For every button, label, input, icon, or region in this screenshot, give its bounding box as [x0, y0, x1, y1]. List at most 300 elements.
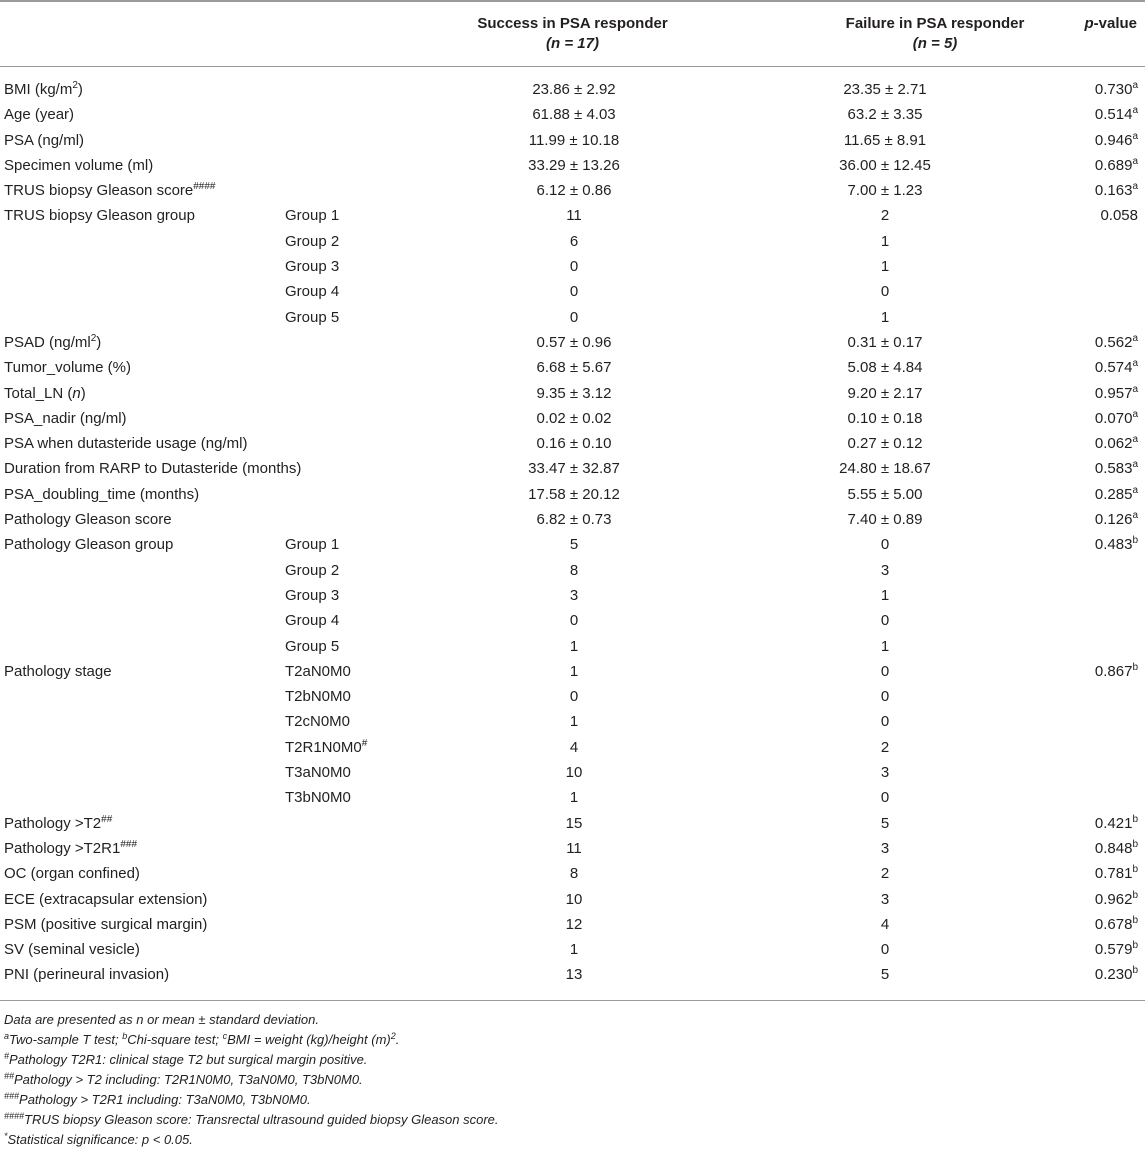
success-cell: 5	[569, 536, 579, 554]
pvalue-cell	[1095, 861, 1138, 886]
header-success-n: (n = 17)	[546, 35, 599, 52]
success-cell: 23.86 ± 2.92	[532, 81, 616, 98]
pvalue-text: 0.483	[1094, 536, 1133, 554]
row-label-text: Duration from RARP to Dutasteride (months)	[4, 460, 302, 478]
pvalue-test-mark: a	[1132, 383, 1138, 395]
footnote-6-mark: ####	[4, 1111, 25, 1121]
pvalue-test-mark: b	[1132, 914, 1138, 926]
row-label-superscript: ###	[120, 838, 138, 850]
footnote-a-text: Two-sample T test;	[9, 1032, 123, 1047]
table-row	[0, 153, 1145, 178]
footnote-6	[4, 1110, 499, 1130]
pvalue-text: 0.678	[1094, 915, 1133, 933]
row-label-text: PSA_doubling_time (months)	[4, 485, 200, 503]
header-pvalue	[1045, 14, 1137, 34]
table-row	[0, 77, 1145, 102]
table-row	[0, 937, 1145, 962]
row-label	[4, 532, 173, 557]
failure-cell: 11.65 ± 8.91	[843, 131, 927, 149]
pvalue-test-mark: a	[1132, 484, 1138, 496]
footnote-c-mark: c	[222, 1031, 228, 1041]
pvalue-test-mark: a	[1132, 408, 1138, 420]
table-row	[0, 128, 1145, 153]
pvalue-text: 0.867	[1094, 662, 1133, 680]
success-cell: 0	[569, 308, 579, 326]
footnote-b-mark: b	[122, 1031, 128, 1041]
pvalue-text: 0.848	[1094, 839, 1133, 857]
pvalue-test-mark: a	[1132, 434, 1138, 446]
success-cell: 0	[569, 283, 579, 301]
row-label	[4, 431, 247, 456]
row-label	[4, 861, 140, 886]
failure-cell: 1	[880, 232, 890, 250]
failure-cell: 3	[880, 764, 890, 782]
pvalue-cell	[1095, 811, 1138, 836]
row-label	[4, 912, 207, 937]
row-label-italic: n	[72, 384, 81, 402]
row-label-text: PNI (perineural invasion)	[4, 966, 170, 984]
pvalue-cell	[1095, 912, 1138, 937]
success-cell: 0.16 ± 0.10	[536, 435, 612, 453]
row-subgroup	[285, 785, 351, 810]
pvalue-test-mark: b	[1132, 838, 1138, 850]
failure-cell: 2	[880, 207, 890, 225]
table-row	[0, 785, 1145, 810]
row-label-text: Specimen volume (ml)	[4, 156, 154, 174]
header-failure-title: Failure in PSA responder	[845, 15, 1025, 32]
failure-cell: 3	[880, 890, 890, 908]
row-label-text: Pathology Gleason score	[4, 511, 172, 529]
success-cell: 1	[569, 941, 579, 959]
row-label-text: Pathology >T2	[4, 814, 102, 832]
table-row	[0, 381, 1145, 406]
footnote-4	[4, 1070, 499, 1090]
row-subgroup-text: T2R1N0M0	[285, 738, 362, 756]
table-row	[0, 355, 1145, 380]
row-label-text: Age (year)	[4, 106, 75, 124]
row-subgroup	[285, 558, 339, 583]
pvalue-test-mark: b	[1132, 864, 1138, 876]
success-cell: 3	[569, 586, 579, 604]
row-label	[4, 77, 83, 102]
table-row	[0, 406, 1145, 431]
success-cell: 0	[569, 688, 579, 706]
failure-cell: 2	[880, 738, 890, 756]
success-cell: 12	[565, 915, 583, 933]
failure-cell: 5.55 ± 5.00	[847, 485, 923, 503]
row-subgroup	[285, 709, 350, 734]
pvalue-text: 0.946	[1094, 131, 1133, 149]
row-label-text: BMI (kg/m	[4, 81, 73, 98]
pvalue-text: 0.962	[1094, 890, 1133, 908]
success-cell: 11	[566, 207, 582, 225]
table-row	[0, 330, 1145, 355]
table-row	[0, 558, 1145, 583]
row-subgroup	[285, 254, 339, 279]
table-row	[0, 532, 1145, 557]
success-cell: 8	[569, 561, 579, 579]
row-label-text: Pathology Gleason group	[4, 536, 174, 554]
row-label-tail: )	[96, 333, 102, 351]
footnote-5-mark: ###	[4, 1091, 20, 1101]
row-subgroup-text: Group 2	[285, 561, 340, 579]
table-row	[0, 305, 1145, 330]
success-cell: 11	[566, 839, 582, 857]
pvalue-cell	[1095, 355, 1138, 380]
row-label-text: Pathology >T2R1	[4, 839, 121, 857]
row-subgroup-text: T2bN0M0	[285, 688, 351, 706]
failure-cell: 3	[880, 561, 890, 579]
pvalue-text: 0.230	[1094, 966, 1133, 984]
success-cell: 6.82 ± 0.73	[536, 511, 612, 529]
failure-cell: 0	[880, 688, 890, 706]
row-label-text: PSM (positive surgical margin)	[4, 915, 208, 933]
success-cell: 1	[569, 713, 579, 731]
footnote-3	[4, 1050, 499, 1070]
row-subgroup	[285, 608, 339, 633]
row-subgroup-text: Group 2	[285, 232, 340, 250]
footnote-4-mark: ##	[4, 1071, 15, 1081]
row-label-text: Total_LN (	[4, 384, 73, 402]
row-label-text: TRUS biopsy Gleason score	[4, 182, 194, 200]
row-subgroup	[285, 659, 351, 684]
pvalue-cell	[1095, 962, 1138, 987]
row-subgroup-superscript: #	[361, 737, 368, 749]
failure-cell: 5.08 ± 4.84	[847, 359, 923, 377]
table-row	[0, 456, 1145, 481]
pvalue-text: 0.163	[1094, 182, 1133, 200]
row-label-superscript: ####	[193, 181, 216, 193]
row-subgroup-text: Group 3	[285, 258, 340, 276]
row-label	[4, 178, 216, 203]
failure-cell: 9.20 ± 2.17	[847, 384, 923, 402]
row-label	[4, 381, 86, 406]
table-row	[0, 431, 1145, 456]
table-row	[0, 811, 1145, 836]
pvalue-cell	[1095, 482, 1138, 507]
table-row	[0, 709, 1145, 734]
row-label-text: TRUS biopsy Gleason group	[4, 207, 195, 225]
row-subgroup-text: Group 1	[285, 536, 340, 554]
failure-cell: 2	[880, 865, 890, 883]
pvalue-test-mark: b	[1132, 661, 1138, 673]
row-subgroup-text: T2cN0M0	[285, 713, 351, 731]
header-success-title: Success in PSA responder	[477, 15, 668, 32]
row-label	[4, 153, 153, 178]
pvalue-text: 0.126	[1094, 511, 1133, 529]
row-subgroup	[285, 634, 339, 659]
pvalue-text: 0.579	[1094, 941, 1133, 959]
footnote-a-mark: a	[4, 1031, 10, 1041]
footnote-1: Data are presented as n or mean ± standard deviation.	[4, 1012, 319, 1027]
table-row	[0, 178, 1145, 203]
pvalue-cell	[1095, 659, 1138, 684]
success-cell: 6.68 ± 5.67	[536, 359, 612, 377]
pvalue-test-mark: b	[1132, 965, 1138, 977]
success-cell: 0.57 ± 0.96	[536, 333, 612, 351]
table-row	[0, 229, 1145, 254]
header-success	[440, 14, 705, 54]
table-row	[0, 962, 1145, 987]
row-subgroup	[285, 684, 351, 709]
table-row	[0, 684, 1145, 709]
pvalue-cell	[1095, 406, 1138, 431]
row-label	[4, 482, 199, 507]
success-cell: 33.47 ± 32.87	[528, 460, 620, 478]
pvalue-test-mark: a	[1132, 130, 1138, 142]
row-subgroup	[285, 229, 339, 254]
footnote-b-text: Chi-square test;	[127, 1032, 223, 1047]
success-cell: 15	[565, 814, 583, 832]
success-cell: 8	[569, 865, 579, 883]
pvalue-cell	[1095, 937, 1138, 962]
pvalue-cell	[1095, 887, 1138, 912]
pvalue-cell	[1095, 153, 1138, 178]
failure-cell: 63.2 ± 3.35	[847, 106, 923, 124]
pvalue-text: 0.957	[1094, 384, 1133, 402]
table-row	[0, 760, 1145, 785]
row-subgroup	[285, 305, 339, 330]
header-failure-n: (n = 5)	[912, 35, 958, 52]
pvalue-text: 0.583	[1094, 460, 1133, 478]
failure-cell: 1	[880, 258, 890, 276]
failure-cell: 7.00 ± 1.23	[847, 182, 923, 200]
row-subgroup	[285, 279, 339, 304]
table-row	[0, 836, 1145, 861]
row-label	[4, 330, 101, 355]
pvalue-cell	[1095, 128, 1138, 153]
footnote-3-text: Pathology T2R1: clinical stage T2 but surgical margin positive.	[9, 1052, 368, 1067]
row-label	[4, 128, 84, 153]
pvalue-cell	[1095, 456, 1138, 481]
failure-cell: 24.80 ± 18.67	[839, 460, 931, 478]
pvalue-text: 0.058	[1100, 207, 1138, 225]
success-cell: 6	[569, 232, 579, 250]
row-subgroup-text: T2aN0M0	[285, 662, 351, 680]
pvalue-test-mark: a	[1132, 105, 1138, 117]
pvalue-test-mark: a	[1132, 459, 1138, 471]
success-cell: 33.29 ± 13.26	[528, 156, 620, 174]
row-label-text: ECE (extracapsular extension)	[4, 890, 208, 908]
row-label-tail: )	[80, 384, 86, 402]
table-row	[0, 634, 1145, 659]
row-label	[4, 811, 112, 836]
success-cell: 61.88 ± 4.03	[532, 106, 616, 124]
table-row	[0, 583, 1145, 608]
pvalue-cell	[1095, 330, 1138, 355]
success-cell: 9.35 ± 3.12	[536, 384, 612, 402]
success-cell: 1	[569, 637, 579, 655]
header-p-rest: -value	[1093, 15, 1137, 32]
row-label	[4, 962, 169, 987]
footnote-c-text: BMI = weight (kg)/height (m)	[227, 1032, 391, 1047]
footnote-6-text: TRUS biopsy Gleason score: Transrectal ultrasound guided biopsy Gleason score.	[24, 1112, 499, 1127]
pvalue-cell	[1095, 532, 1138, 557]
failure-cell: 0	[880, 283, 890, 301]
footnote-4-text: Pathology > T2 including: T2R1N0M0, T3aN0M0, T3bN0M0.	[14, 1072, 363, 1087]
failure-cell: 5	[880, 966, 890, 984]
table-row	[0, 482, 1145, 507]
pvalue-cell	[1095, 381, 1138, 406]
pvalue-test-mark: a	[1132, 80, 1138, 91]
footnote-3-mark: #	[4, 1051, 10, 1061]
row-subgroup	[285, 583, 339, 608]
failure-cell: 4	[880, 915, 890, 933]
success-cell: 0	[569, 258, 579, 276]
row-label-text: PSA (ng/ml)	[4, 131, 85, 149]
table-row	[0, 102, 1145, 127]
success-cell: 6.12 ± 0.86	[536, 182, 612, 200]
row-label-tail: )	[77, 81, 83, 98]
failure-cell: 5	[880, 814, 890, 832]
pvalue-cell	[1095, 77, 1138, 102]
pvalue-text: 0.062	[1094, 435, 1133, 453]
pvalue-test-mark: b	[1132, 813, 1138, 825]
row-subgroup	[285, 760, 351, 785]
failure-cell: 36.00 ± 12.45	[839, 156, 931, 174]
row-subgroup	[285, 532, 339, 557]
row-label-superscript: 2	[90, 332, 97, 344]
top-rule	[0, 0, 1145, 2]
row-label-superscript: 2	[72, 80, 78, 91]
pvalue-text: 0.781	[1094, 865, 1133, 883]
failure-cell: 0	[880, 612, 890, 630]
footnote-c-end: .	[395, 1032, 400, 1047]
row-label	[4, 203, 195, 228]
table-row	[0, 887, 1145, 912]
pvalue-cell	[1095, 431, 1138, 456]
pvalue-text: 0.421	[1094, 814, 1133, 832]
row-label-text: Pathology stage	[4, 662, 112, 680]
pvalue-text: 0.285	[1094, 485, 1133, 503]
row-subgroup-text: Group 5	[285, 308, 340, 326]
failure-cell: 3	[880, 839, 890, 857]
footnote-7-text: Statistical significance: p < 0.05.	[7, 1132, 193, 1147]
table-row	[0, 912, 1145, 937]
footnote-7	[4, 1130, 499, 1150]
table-row	[0, 735, 1145, 760]
success-cell: 0	[569, 612, 579, 630]
success-cell: 13	[565, 966, 583, 984]
pvalue-cell	[1095, 178, 1138, 203]
failure-cell: 0	[880, 713, 890, 731]
success-cell: 1	[569, 789, 579, 807]
row-subgroup-text: Group 4	[285, 283, 340, 301]
success-cell: 4	[569, 738, 579, 756]
pvalue-cell	[1095, 836, 1138, 861]
pvalue-text: 0.574	[1094, 359, 1133, 377]
failure-cell: 0.27 ± 0.12	[847, 435, 923, 453]
pvalue-cell	[1100, 203, 1138, 228]
pvalue-text: 0.070	[1094, 409, 1133, 427]
failure-cell: 1	[880, 637, 890, 655]
success-cell: 11.99 ± 10.18	[528, 131, 620, 149]
footnote-5-text: Pathology > T2R1 including: T3aN0M0, T3bN0M0.	[19, 1092, 311, 1107]
row-subgroup-text: T3aN0M0	[285, 764, 351, 782]
pvalue-text: 0.689	[1094, 156, 1133, 174]
footnote-c-exp: 2	[390, 1031, 396, 1041]
table-row	[0, 254, 1145, 279]
failure-cell: 0.31 ± 0.17	[847, 333, 923, 351]
bottom-rule	[0, 1000, 1145, 1001]
header-failure	[795, 14, 1075, 54]
header-p-italic: p	[1084, 15, 1094, 32]
failure-cell: 0	[880, 536, 890, 554]
row-subgroup-text: Group 5	[285, 637, 340, 655]
row-label	[4, 887, 207, 912]
table-row	[0, 507, 1145, 532]
row-label-text: PSA_nadir (ng/ml)	[4, 409, 127, 427]
row-subgroup-text: Group 3	[285, 586, 340, 604]
failure-cell: 1	[880, 308, 890, 326]
row-label	[4, 836, 137, 861]
pvalue-test-mark: b	[1132, 889, 1138, 901]
success-cell: 10	[565, 890, 583, 908]
success-cell: 10	[565, 764, 583, 782]
row-subgroup-text: Group 4	[285, 612, 340, 630]
row-label-text: PSAD (ng/ml	[4, 333, 91, 351]
table-footnotes	[4, 1010, 499, 1150]
footnote-2	[4, 1030, 499, 1050]
header-rule	[0, 66, 1145, 67]
failure-cell: 0	[880, 941, 890, 959]
failure-cell: 1	[880, 586, 890, 604]
row-label	[4, 456, 301, 481]
row-subgroup	[285, 735, 367, 760]
row-subgroup	[285, 203, 339, 228]
pvalue-text: 0.562	[1094, 333, 1133, 351]
pvalue-text: 0.730	[1094, 81, 1133, 98]
success-cell: 0.02 ± 0.02	[536, 409, 612, 427]
failure-cell: 23.35 ± 2.71	[843, 81, 927, 98]
row-label-text: PSA when dutasteride usage (ng/ml)	[4, 435, 248, 453]
footnote-7-mark: *	[4, 1131, 8, 1141]
table-row	[0, 659, 1145, 684]
pvalue-test-mark: a	[1132, 510, 1138, 522]
row-label-text: Tumor_volume (%)	[4, 359, 131, 377]
row-label	[4, 102, 74, 127]
success-cell: 1	[569, 662, 579, 680]
success-cell: 17.58 ± 20.12	[528, 485, 620, 503]
table-row	[0, 608, 1145, 633]
row-subgroup-text: Group 1	[285, 207, 340, 225]
footnote-5	[4, 1090, 499, 1110]
row-label	[4, 659, 112, 684]
row-label-superscript: ##	[101, 813, 113, 825]
pvalue-test-mark: a	[1132, 332, 1138, 344]
row-label-text: OC (organ confined)	[4, 865, 140, 883]
row-label-text: SV (seminal vesicle)	[4, 941, 140, 959]
table-row	[0, 203, 1145, 228]
pvalue-cell	[1095, 507, 1138, 532]
row-label	[4, 406, 127, 431]
row-label	[4, 937, 140, 962]
pvalue-test-mark: a	[1132, 358, 1138, 370]
pvalue-test-mark: a	[1132, 181, 1138, 193]
table-row	[0, 861, 1145, 886]
table-body	[0, 77, 1145, 988]
pvalue-test-mark: b	[1132, 940, 1138, 952]
failure-cell: 0	[880, 789, 890, 807]
pvalue-test-mark: b	[1132, 535, 1138, 547]
failure-cell: 0	[880, 662, 890, 680]
row-subgroup-text: T3bN0M0	[285, 789, 351, 807]
table-row	[0, 279, 1145, 304]
row-label	[4, 507, 172, 532]
pvalue-test-mark: a	[1132, 155, 1138, 167]
row-label	[4, 355, 131, 380]
pvalue-text: 0.514	[1094, 106, 1133, 124]
